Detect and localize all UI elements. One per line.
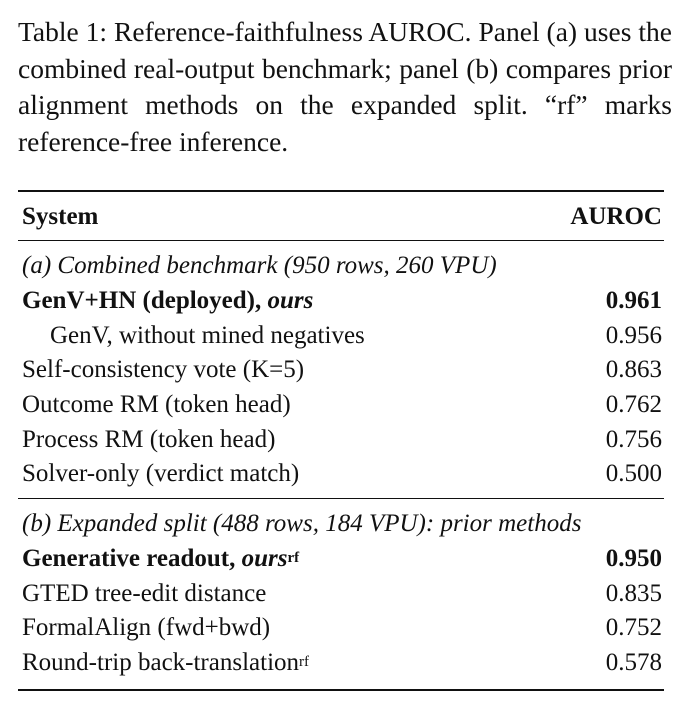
row-system: Process RM (token head) <box>22 425 276 453</box>
row-auroc: 0.956 <box>605 321 662 349</box>
table-row <box>18 353 664 388</box>
table-row <box>18 423 664 458</box>
row-system <box>18 284 313 319</box>
ours-tag: ours <box>267 286 314 314</box>
row-auroc: 0.950 <box>605 544 662 572</box>
row-system: GTED tree-edit distance <box>22 579 267 607</box>
reference-free-marker: rf <box>299 653 310 670</box>
table-row <box>18 577 664 612</box>
header-rule <box>18 240 664 241</box>
ours-tag: ours <box>241 544 288 572</box>
table-row <box>18 284 664 319</box>
panel-b-title-text: (b) Expanded split (488 rows, 184 VPU): prior methods <box>22 510 582 538</box>
row-auroc: 0.578 <box>605 648 662 676</box>
header-auroc: AUROC <box>570 203 662 230</box>
table-row <box>18 319 664 354</box>
panel-a-title <box>18 249 664 284</box>
row-auroc: 0.835 <box>605 579 662 607</box>
row-system-name: Generative readout, <box>22 544 242 572</box>
row-system <box>18 646 309 681</box>
row-auroc: 0.762 <box>605 390 662 418</box>
row-auroc: 0.863 <box>605 356 662 384</box>
panel-a-title-text: (a) Combined benchmark (950 rows, 260 VPU) <box>22 252 497 280</box>
row-auroc: 0.961 <box>605 286 662 314</box>
row-auroc: 0.500 <box>605 460 662 488</box>
row-system: Solver-only (verdict match) <box>22 460 300 488</box>
row-auroc: 0.752 <box>605 614 662 642</box>
table-header-row <box>18 192 664 240</box>
reference-free-marker: rf <box>287 549 300 566</box>
table-caption: Table 1: Reference-faithfulness AUROC. Panel (a) uses the combined real-output benchmark; panel (b) compares prior alignment methods on the expanded split. “rf” marks reference-free inference. <box>18 16 672 157</box>
table-row <box>18 646 664 681</box>
row-system: Self-consistency vote (K=5) <box>22 356 305 384</box>
row-system: GenV, without mined negatives <box>50 321 365 349</box>
row-system-name: GenV+HN (deployed), <box>22 286 268 314</box>
table-row <box>18 611 664 646</box>
panel-divider-rule <box>18 498 664 499</box>
bottom-rule <box>18 689 664 691</box>
row-auroc: 0.756 <box>605 425 662 453</box>
table-row <box>18 457 664 492</box>
row-system-name: Round-trip back-translation <box>22 648 300 676</box>
table-row <box>18 542 664 577</box>
panel-b-title <box>18 507 664 542</box>
auroc-table <box>18 190 664 691</box>
header-system: System <box>22 203 99 230</box>
row-system: FormalAlign (fwd+bwd) <box>22 614 271 642</box>
table-row <box>18 388 664 423</box>
row-system <box>18 542 299 577</box>
row-system: Outcome RM (token head) <box>22 390 291 418</box>
